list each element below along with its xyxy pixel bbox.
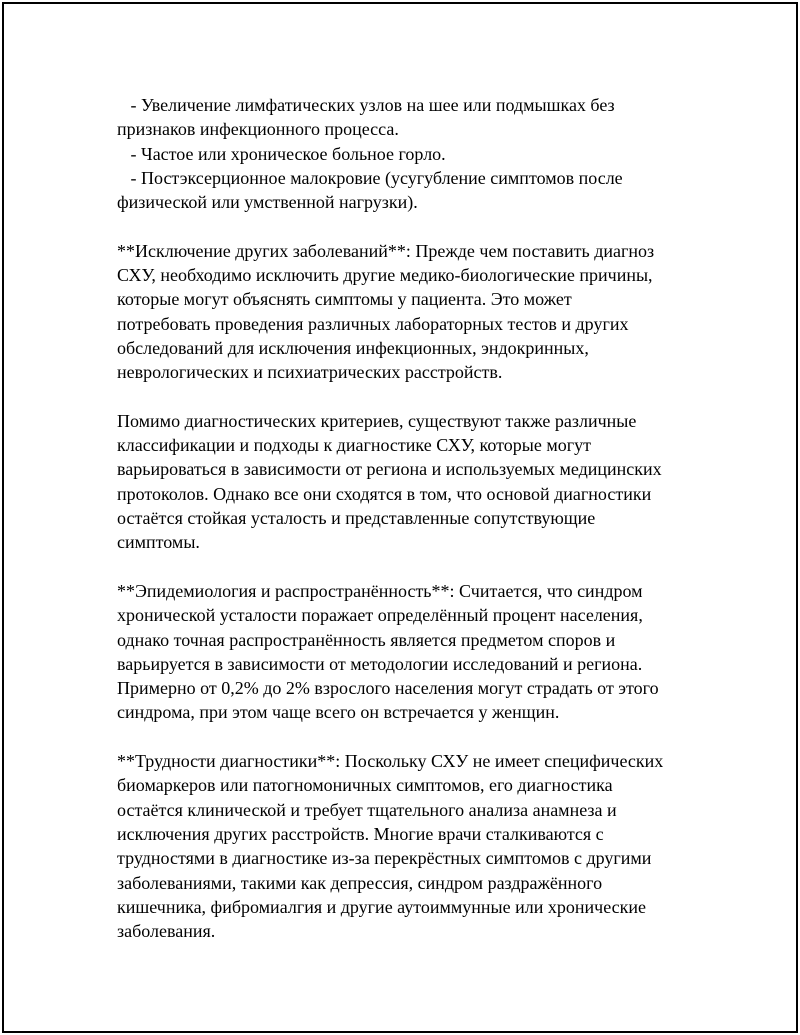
text-line: варьироваться в зависимости от региона и используемых медицинских	[117, 459, 662, 480]
text-line: биомаркеров или патогномоничных симптомов, его диагностика	[117, 775, 613, 796]
text-line: физической или умственной нагрузки).	[117, 192, 418, 213]
text-line: Помимо диагностических критериев, существуют также различные	[117, 410, 637, 431]
text-line: симптомы.	[117, 532, 200, 553]
paragraph-symptoms-list	[117, 93, 697, 214]
text-line: остаётся стойкая усталость и представленные сопутствующие	[117, 508, 596, 529]
text-line: заболевания.	[117, 921, 216, 942]
paragraph-diagnostic-difficulties	[117, 749, 697, 943]
document-body	[117, 93, 697, 943]
text-line: протоколов. Однако все они сходятся в том, что основой диагностики	[117, 483, 652, 504]
text-line: - Увеличение лимфатических узлов на шее или подмышках без	[117, 95, 615, 115]
text-line: признаков инфекционного процесса.	[117, 119, 399, 140]
text-line: потребовать проведения различных лабораторных тестов и других	[117, 313, 629, 334]
text-line: варьируется в зависимости от методологии исследований и региона.	[117, 653, 643, 674]
text-line: **Трудности диагностики**: Поскольку СХУ не имеет специфических	[117, 751, 664, 772]
text-line: **Эпидемиология и распространённость**: Считается, что синдром	[117, 580, 643, 601]
paragraph-exclusion	[117, 239, 697, 385]
text-line: классификации и подходы к диагностике СХУ, которые могут	[117, 435, 591, 456]
text-line: остаётся клинической и требует тщательного анализа анамнеза и	[117, 799, 617, 820]
text-line: кишечника, фибромиалгия и другие аутоиммунные или хронические	[117, 896, 647, 917]
paragraph-classifications	[117, 409, 697, 555]
text-line: заболеваниями, такими как депрессия, синдром раздражённого	[117, 872, 603, 893]
text-line: неврологических и психиатрических расстройств.	[117, 362, 503, 383]
text-line: СХУ, необходимо исключить другие медико-биологические причины,	[117, 265, 653, 286]
text-line: хронической усталости поражает определённый процент населения,	[117, 605, 643, 626]
paragraph-epidemiology	[117, 579, 697, 725]
text-line: трудностями в диагностике из-за перекрёстных симптомов с другими	[117, 848, 652, 869]
text-line: обследований для исключения инфекционных, эндокринных,	[117, 337, 589, 358]
text-line: которые могут объяснять симптомы у пациента. Это может	[117, 289, 572, 310]
text-line: Примерно от 0,2% до 2% взрослого населения могут страдать от этого	[117, 678, 659, 699]
text-line: исключения других расстройств. Многие врачи сталкиваются с	[117, 823, 604, 844]
text-line: синдрома, при этом чаще всего он встречается у женщин.	[117, 702, 560, 723]
text-line: однако точная распространённость является предметом споров и	[117, 629, 616, 650]
text-line: **Исключение других заболеваний**: Прежде чем поставить диагноз	[117, 240, 655, 261]
text-line: - Частое или хроническое больное горло.	[117, 143, 446, 164]
text-line: - Постэксерционное малокровие (усугубление симптомов после	[117, 167, 623, 188]
